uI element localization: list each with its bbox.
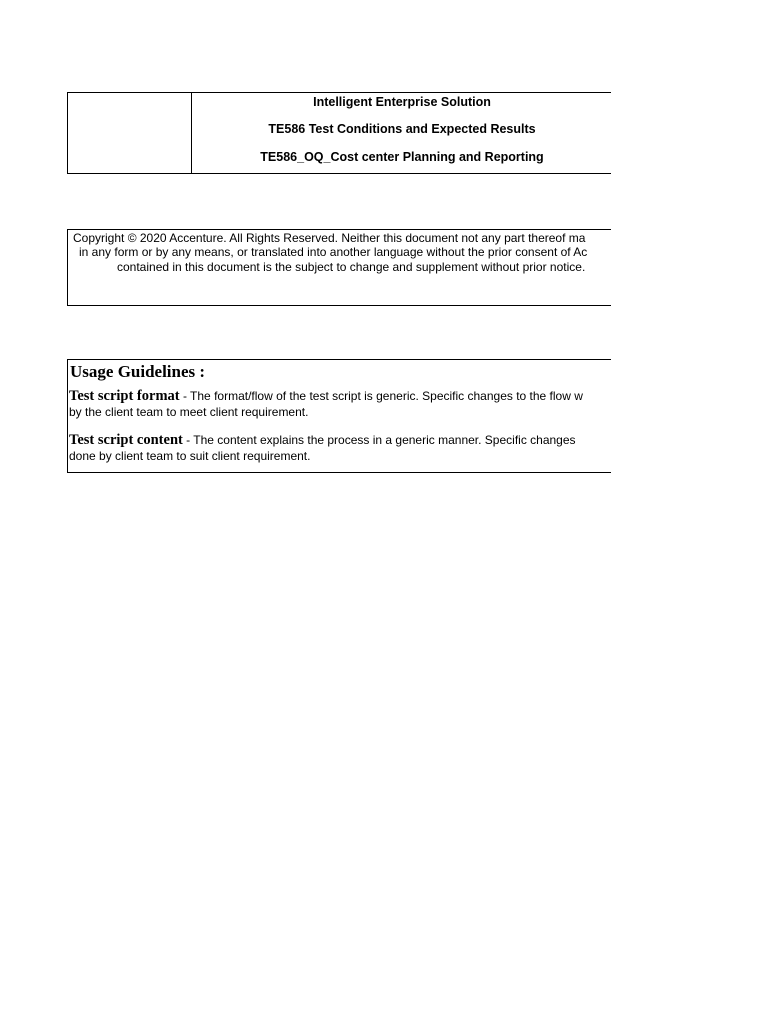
- copyright-notice-box: [67, 229, 611, 306]
- title-cell: [192, 93, 611, 173]
- copyright-line: contained in this document is the subject to change and supplement without prior notice.: [117, 260, 586, 274]
- content-guideline-heading: Test script content: [69, 432, 183, 448]
- title-block-table: [67, 92, 611, 174]
- usage-guidelines-heading: Usage Guidelines :: [70, 362, 206, 381]
- content-guideline-text-continued: done by client team to suit client requirement.: [69, 449, 311, 463]
- format-guideline-text-continued: by the client team to meet client requirement.: [69, 405, 309, 419]
- content-guideline: [69, 432, 611, 464]
- format-guideline-text: - The format/flow of the test script is generic. Specific changes to the flow w: [179, 389, 583, 403]
- format-guideline-line: [69, 388, 611, 404]
- copyright-line: Copyright © 2020 Accenture. All Rights Reserved. Neither this document not any part thereof ma: [73, 231, 586, 245]
- copyright-line: in any form or by any means, or translated into another language without the prior consent of Ac: [79, 245, 588, 259]
- solution-title: Intelligent Enterprise Solution: [313, 95, 491, 109]
- content-guideline-text: - The content explains the process in a generic manner. Specific changes: [182, 433, 576, 447]
- logo-cell: [68, 93, 192, 173]
- document-title: TE586 Test Conditions and Expected Results: [268, 122, 536, 136]
- usage-guidelines-box: [67, 359, 611, 473]
- format-guideline-heading: Test script format: [69, 388, 180, 404]
- content-guideline-line: [69, 432, 611, 448]
- test-script-name: TE586_OQ_Cost center Planning and Reporting: [260, 150, 544, 164]
- format-guideline: [69, 388, 611, 420]
